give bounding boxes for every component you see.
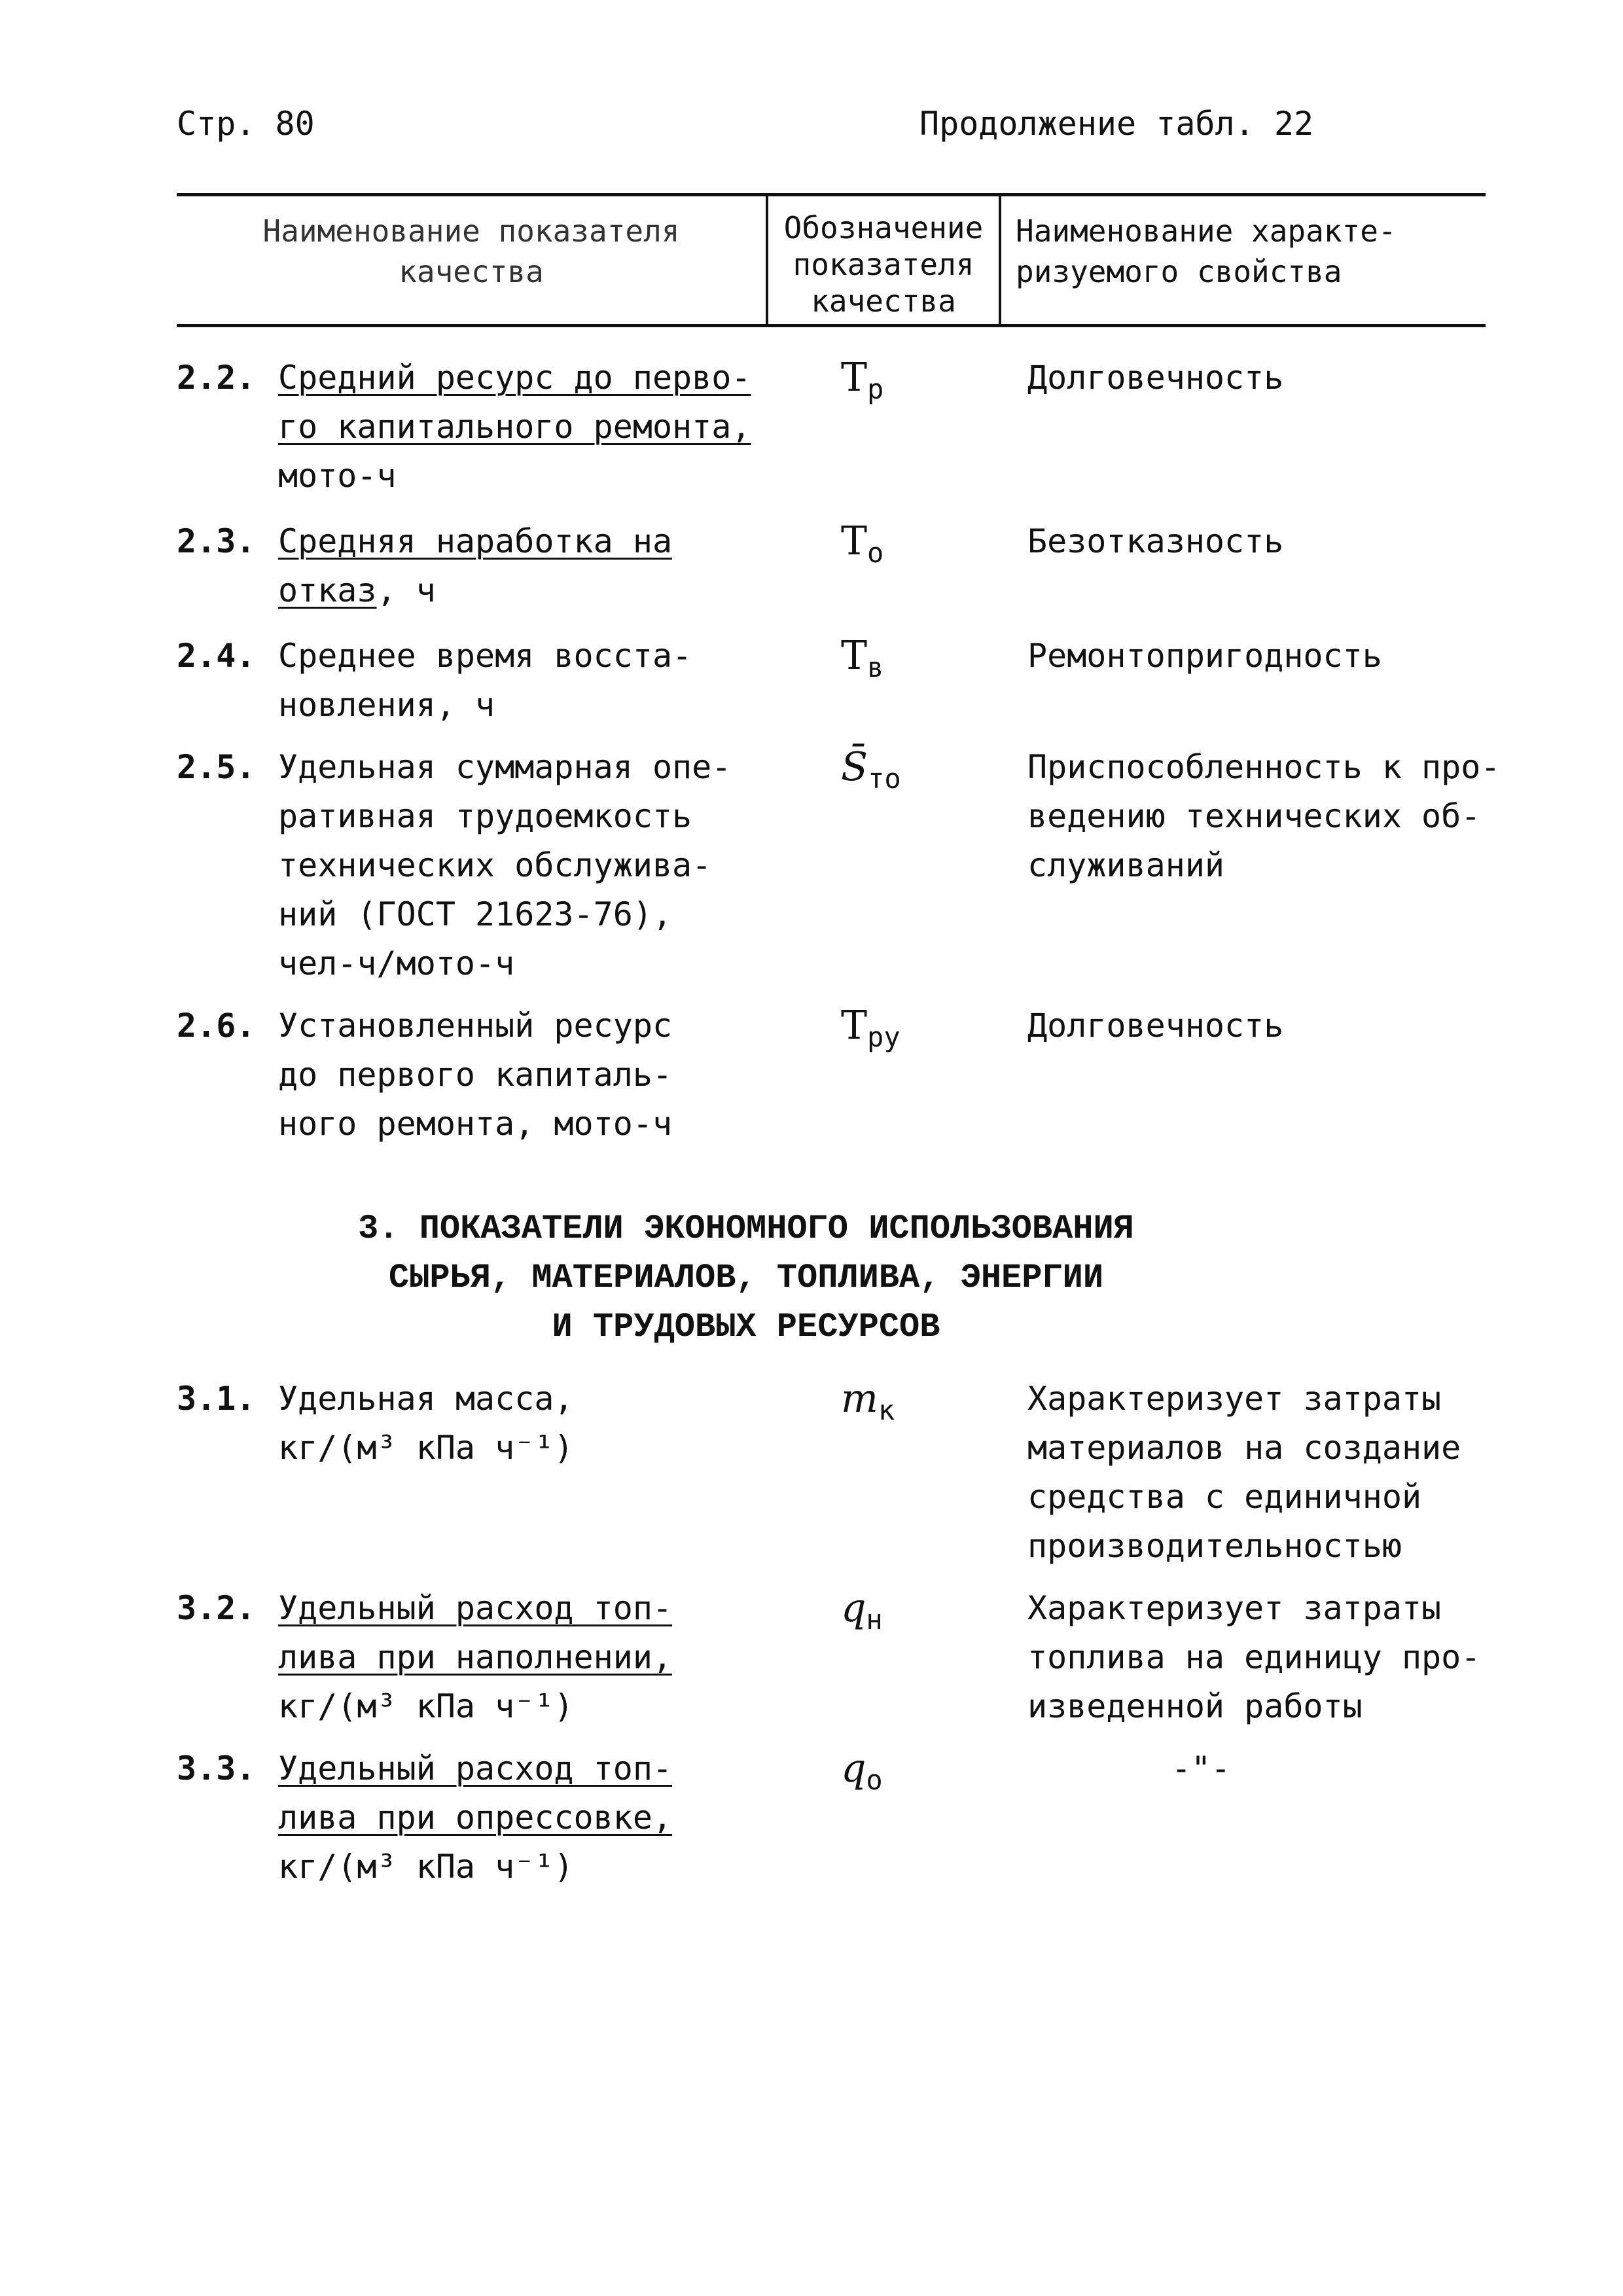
row-number: 2.2. <box>177 359 256 397</box>
property-line: материалов на создание <box>1027 1429 1461 1467</box>
indicator-name <box>278 1001 933 1149</box>
property-line: -"- <box>1171 1749 1231 1787</box>
property-line: Безотказность <box>1027 522 1284 560</box>
indicator-name <box>278 1744 933 1892</box>
page-number: Стр. 80 <box>177 105 315 143</box>
indicator-name <box>278 743 933 988</box>
column-header-indicator-name: Наименование показателя качества <box>262 213 680 289</box>
indicator-name-line: чел-ч/мото-ч <box>278 944 515 982</box>
indicator-name-line: го капитального ремонта, <box>278 408 751 446</box>
property-line: Приспособленность к про- <box>1027 748 1501 786</box>
indicator-name-line: новления, ч <box>278 686 495 724</box>
table-continuation-label: Продолжение табл. 22 <box>919 105 1314 143</box>
indicator-name-line: мото-ч <box>278 457 397 495</box>
indicator-name <box>278 1374 933 1473</box>
indicator-name-line: Удельный расход топ- <box>278 1749 673 1787</box>
property-line: Долговечность <box>1027 1007 1284 1045</box>
row-number: 3.3. <box>177 1749 256 1787</box>
section-title-line: И ТРУДОВЫХ РЕСУРСОВ <box>552 1308 940 1346</box>
indicator-symbol: $T_в$ <box>841 633 884 683</box>
indicator-symbol: $m_к$ <box>841 1376 895 1426</box>
property-name <box>1027 1584 1486 1731</box>
property-line: Долговечность <box>1027 359 1284 397</box>
property-line: топлива на единицу про- <box>1027 1638 1481 1676</box>
indicator-name-line: лива при наполнении, <box>278 1638 673 1676</box>
indicator-symbol: $T_о$ <box>841 518 884 569</box>
indicator-name <box>278 517 933 615</box>
indicator-name-line: ний (ГОСТ 21623-76), <box>278 895 673 933</box>
indicator-name-line: кг/(м³ кПа ч⁻¹) <box>278 1848 574 1886</box>
property-name <box>1027 743 1501 890</box>
property-line: Характеризует затраты <box>1027 1380 1442 1418</box>
property-name <box>1027 517 1486 566</box>
indicator-symbol: $q_о$ <box>841 1746 883 1796</box>
section-title-line: СЫРЬЯ, МАТЕРИАЛОВ, ТОПЛИВА, ЭНЕРГИИ <box>388 1259 1104 1297</box>
indicator-name-line: ного ремонта, мото-ч <box>278 1105 673 1143</box>
property-line: производительностью <box>1027 1527 1402 1565</box>
indicator-name-line: лива при опрессовке, <box>278 1799 673 1837</box>
row-number: 3.2. <box>177 1589 256 1627</box>
indicator-symbol: $S̄_{то}$ <box>841 744 901 795</box>
indicator-name <box>278 632 933 730</box>
page-header <box>177 105 1315 157</box>
indicator-name-line: Среднее время восста- <box>278 637 692 675</box>
property-line: ведению технических об- <box>1027 797 1481 835</box>
property-line: служиваний <box>1027 846 1225 884</box>
row-number: 2.4. <box>177 637 256 675</box>
property-name <box>1027 1001 1486 1050</box>
row-number: 3.1. <box>177 1380 256 1418</box>
indicator-name-line: Установленный ресурс <box>278 1007 673 1045</box>
indicator-name-line: кг/(м³ кПа ч⁻¹) <box>278 1687 574 1725</box>
property-line: Ремонтопригодность <box>1027 637 1382 675</box>
property-name <box>1027 632 1486 681</box>
row-number: 2.5. <box>177 748 256 786</box>
property-line: изведенной работы <box>1027 1687 1363 1725</box>
indicator-name-line: отказ, ч <box>278 571 436 609</box>
indicator-name-line: Средняя наработка на <box>278 522 673 560</box>
property-name <box>1027 353 1486 403</box>
property-name <box>1027 1374 1486 1571</box>
indicator-symbol: $T_р$ <box>841 355 884 405</box>
indicator-name-line: Средний ресурс до перво- <box>278 359 751 397</box>
indicator-name <box>278 1584 933 1731</box>
property-line: средства с единичной <box>1027 1478 1422 1516</box>
property-name <box>1027 1744 1623 1793</box>
indicator-name-line: технических обслужива- <box>278 846 712 884</box>
indicator-name-line: кг/(м³ кПа ч⁻¹) <box>278 1429 574 1467</box>
indicator-name-line: Удельный расход топ- <box>278 1589 673 1627</box>
indicator-symbol: $q_н$ <box>841 1585 883 1636</box>
indicator-name-line: Удельная масса, <box>278 1380 574 1418</box>
section-title <box>177 1204 1315 1352</box>
section-title-line: 3. ПОКАЗАТЕЛИ ЭКОНОМНОГО ИСПОЛЬЗОВАНИЯ <box>358 1210 1134 1248</box>
indicator-name-line: до первого капиталь- <box>278 1056 673 1094</box>
row-number: 2.3. <box>177 522 256 560</box>
row-number: 2.6. <box>177 1007 256 1045</box>
column-header-property: Наименование характе- ризуемого свойства <box>1016 213 1397 289</box>
indicator-name-line: ративная трудоемкость <box>278 797 692 835</box>
column-header-designation: Обозначение показателя качества <box>766 196 1001 324</box>
property-line: Характеризует затраты <box>1027 1589 1442 1627</box>
indicator-symbol: $T_{ру}$ <box>841 1003 901 1053</box>
table-header <box>177 193 1486 327</box>
indicator-name-line: Удельная суммарная опе- <box>278 748 732 786</box>
indicator-name <box>278 353 933 501</box>
